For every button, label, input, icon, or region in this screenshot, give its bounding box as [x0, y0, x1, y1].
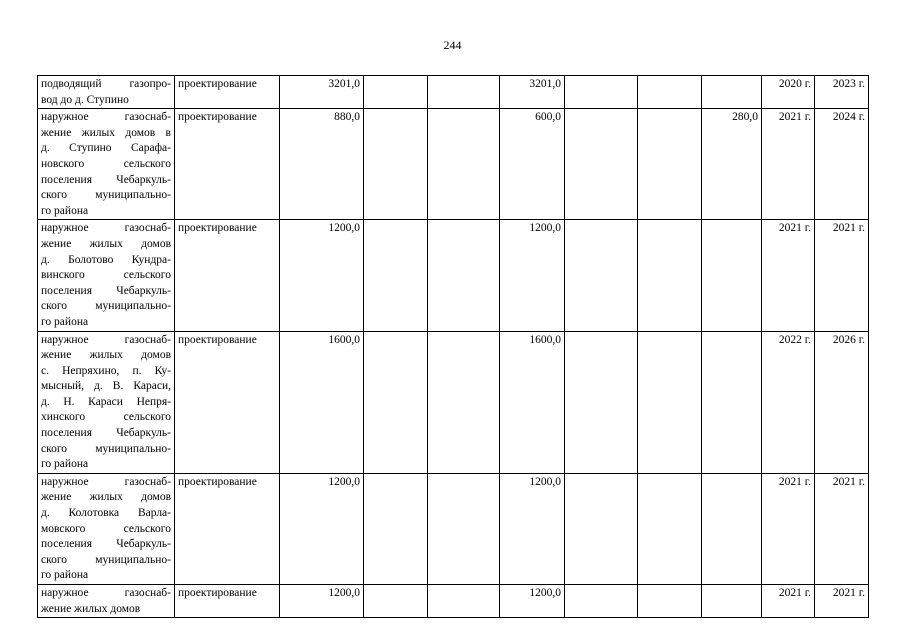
cell-total: 1200,0: [280, 473, 364, 584]
cell-col6: 1200,0: [500, 473, 565, 584]
object-name-line: ского муниципально-: [41, 189, 171, 202]
cell-col4: [364, 220, 428, 331]
cell-total: 1600,0: [280, 331, 364, 473]
cell-end-year: 2021 г.: [815, 473, 869, 584]
cell-col9: [702, 585, 762, 618]
object-name-line: поселения Чебаркуль-: [41, 427, 171, 440]
cell-col6: 1200,0: [500, 220, 565, 331]
object-name-line: наружное газоснаб-: [41, 222, 171, 235]
cell-col7: [565, 585, 638, 618]
object-name-line: ского муниципально-: [41, 442, 171, 455]
cell-start-year: 2022 г.: [762, 331, 815, 473]
object-name-line: наружное газоснаб-: [41, 475, 171, 488]
table-body: [38, 76, 869, 618]
object-name-line: поселения Чебаркуль-: [41, 173, 171, 186]
document-table: [37, 75, 869, 618]
cell-stage: проектирование: [175, 585, 280, 618]
cell-start-year: 2021 г.: [762, 473, 815, 584]
cell-end-year: 2026 г.: [815, 331, 869, 473]
cell-stage: проектирование: [175, 76, 280, 109]
object-name-line: ского муниципально-: [41, 553, 171, 566]
object-name-line: подводящий газопро-: [41, 78, 171, 90]
cell-col4: [364, 473, 428, 584]
cell-col6: 3201,0: [500, 76, 565, 109]
cell-col5: [428, 109, 500, 220]
cell-total: 1200,0: [280, 585, 364, 618]
cell-start-year: 2021 г.: [762, 585, 815, 618]
cell-col8: [638, 331, 702, 473]
cell-col5: [428, 76, 500, 109]
object-name-line: д. Н. Караси Непря-: [41, 395, 171, 408]
cell-col9: [702, 473, 762, 584]
cell-stage: проектирование: [175, 473, 280, 584]
cell-col7: [565, 473, 638, 584]
object-name-line: мовского сельского: [41, 522, 171, 535]
object-name-line: наружное газоснаб-: [41, 111, 171, 124]
object-name-line: наружное газоснаб-: [41, 587, 171, 599]
cell-col5: [428, 220, 500, 331]
cell-object-name: [38, 331, 175, 473]
cell-col8: [638, 109, 702, 220]
cell-col8: [638, 473, 702, 584]
object-name-line: д. Колотовка Варла-: [41, 507, 171, 520]
object-name-line: ского муниципально-: [41, 300, 171, 313]
cell-col4: [364, 585, 428, 618]
object-name-line: хинского сельского: [41, 411, 171, 424]
cell-col4: [364, 109, 428, 220]
object-name-line: жение жилых домов в: [41, 126, 171, 139]
page-number: 244: [443, 38, 462, 52]
object-name-line: го района: [41, 204, 89, 217]
cell-object-name: [38, 585, 175, 618]
object-name-line: го района: [41, 315, 89, 328]
cell-col5: [428, 331, 500, 473]
table-row: [38, 76, 869, 109]
table-row: [38, 109, 869, 220]
object-name-line: поселения Чебаркуль-: [41, 284, 171, 297]
cell-col8: [638, 585, 702, 618]
cell-col6: 600,0: [500, 109, 565, 220]
table-row: [38, 331, 869, 473]
cell-col9: [702, 220, 762, 331]
object-name-line: го района: [41, 569, 89, 582]
cell-col4: [364, 76, 428, 109]
cell-col8: [638, 76, 702, 109]
cell-start-year: 2021 г.: [762, 220, 815, 331]
cell-col9: [702, 331, 762, 473]
cell-total: 3201,0: [280, 76, 364, 109]
object-name-line: поселения Чебаркуль-: [41, 538, 171, 551]
cell-col5: [428, 585, 500, 618]
cell-stage: проектирование: [175, 331, 280, 473]
object-name-line: винского сельского: [41, 269, 171, 282]
cell-col7: [565, 331, 638, 473]
object-name-line: го района: [41, 458, 89, 471]
object-name-line: вод до д. Ступино: [41, 93, 129, 106]
cell-col9: 280,0: [702, 109, 762, 220]
object-name-line: жение жилых домов: [41, 237, 171, 250]
object-name-line: жение жилых домов: [41, 349, 171, 362]
object-name-line: д. Болотово Кундра-: [41, 253, 171, 266]
table-row: [38, 473, 869, 584]
object-name-line: мысный, д. В. Караси,: [41, 380, 171, 393]
cell-total: 1200,0: [280, 220, 364, 331]
cell-col7: [565, 76, 638, 109]
cell-end-year: 2023 г.: [815, 76, 869, 109]
cell-start-year: 2020 г.: [762, 76, 815, 109]
cell-end-year: 2021 г.: [815, 585, 869, 618]
table-row: [38, 585, 869, 618]
cell-col7: [565, 109, 638, 220]
cell-start-year: 2021 г.: [762, 109, 815, 220]
object-name-line: жение жилых домов: [41, 491, 171, 504]
object-name-line: жение жилых домов: [41, 602, 141, 615]
table-row: [38, 220, 869, 331]
cell-col6: 1600,0: [500, 331, 565, 473]
cell-col7: [565, 220, 638, 331]
object-name-line: новского сельского: [41, 157, 171, 170]
cell-col6: 1200,0: [500, 585, 565, 618]
cell-col5: [428, 473, 500, 584]
cell-total: 880,0: [280, 109, 364, 220]
object-name-line: наружное газоснаб-: [41, 333, 171, 346]
object-name-line: д. Ступино Сарафа-: [41, 142, 171, 155]
cell-object-name: [38, 473, 175, 584]
cell-col4: [364, 331, 428, 473]
cell-object-name: [38, 220, 175, 331]
cell-stage: проектирование: [175, 109, 280, 220]
cell-col9: [702, 76, 762, 109]
cell-object-name: [38, 109, 175, 220]
cell-stage: проектирование: [175, 220, 280, 331]
cell-end-year: 2024 г.: [815, 109, 869, 220]
cell-col8: [638, 220, 702, 331]
cell-end-year: 2021 г.: [815, 220, 869, 331]
cell-object-name: [38, 76, 175, 109]
object-name-line: с. Непряхино, п. Ку-: [41, 364, 171, 377]
